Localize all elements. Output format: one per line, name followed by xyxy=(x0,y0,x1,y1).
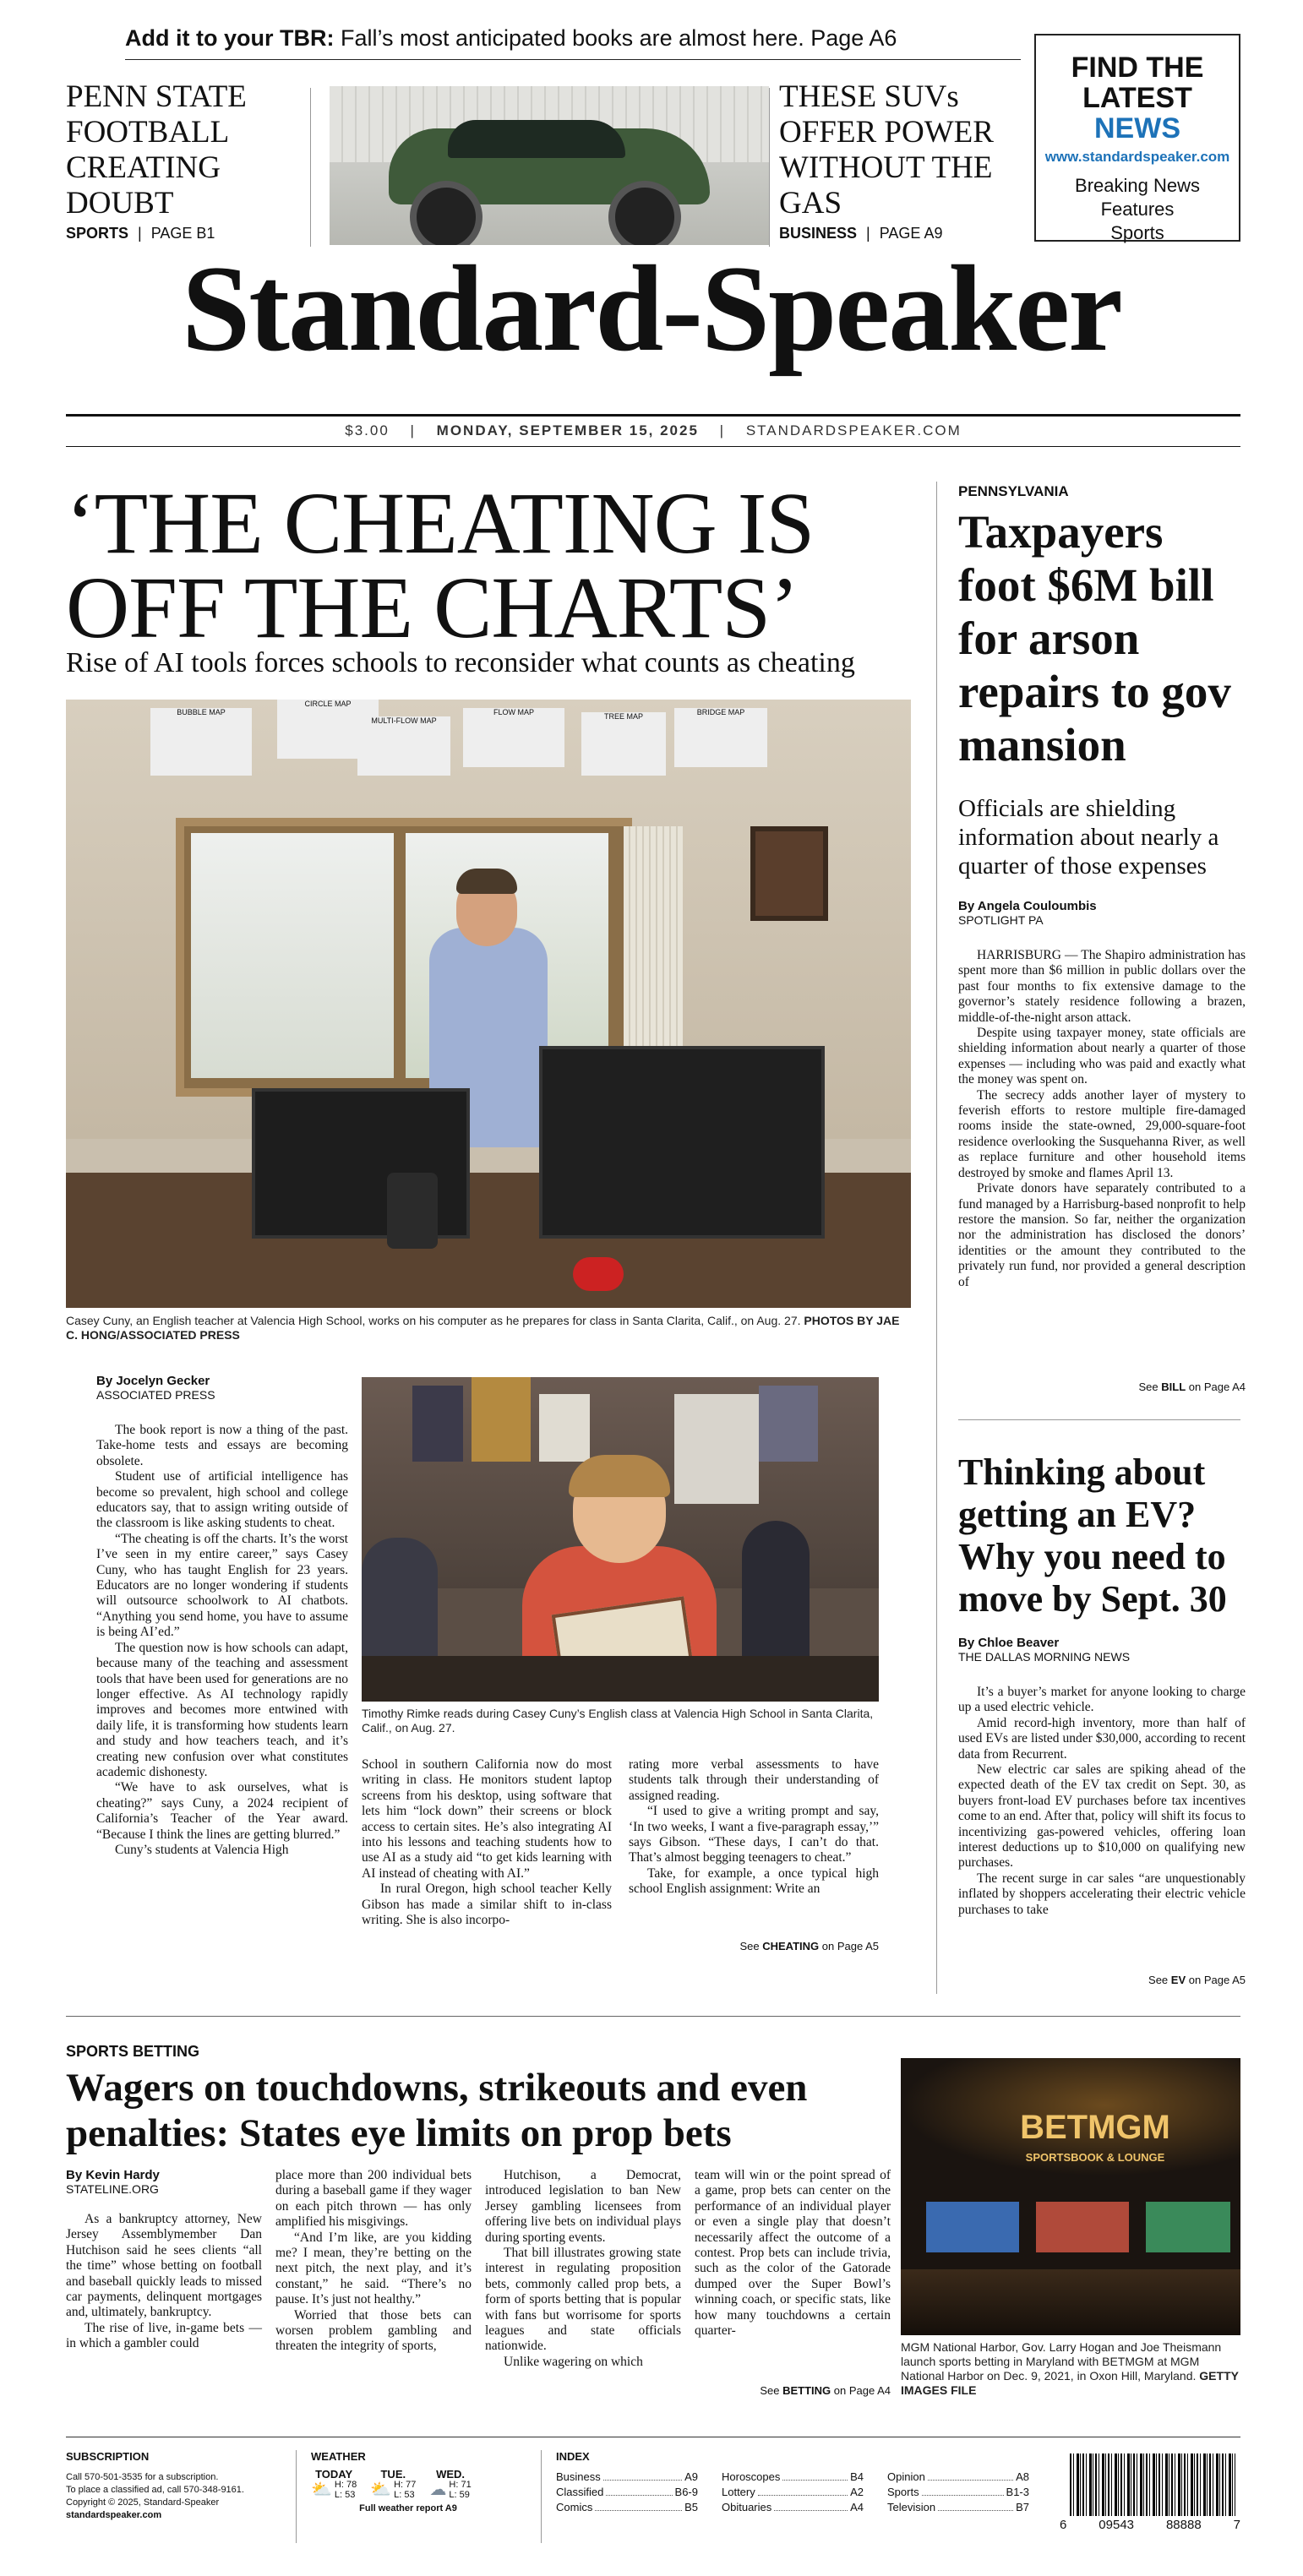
masthead-site[interactable]: STANDARDSPEAKER.COM xyxy=(745,422,962,438)
photo-poster-4: TREE MAP xyxy=(581,712,666,776)
masthead-rule-bottom xyxy=(66,446,1240,447)
promo-right-page: PAGE A9 xyxy=(879,225,943,242)
bottom-body-col4: team will win or the point spread of a game, prop bets can center on the performance of an individual player or even a single play that doesn’t necessarily affect the outcome of a contest. Prop bets can include trivia, such as the color of the Gatorade dumped over the Super Bowl’s winning coach, or specific stats, like how many touchdowns a certain quarter- xyxy=(695,2168,891,2339)
lead-byline: By Jocelyn Gecker ASSOCIATED PRESS xyxy=(96,1374,215,1402)
promo-right-section: BUSINESS xyxy=(779,225,858,242)
index-lottery[interactable]: Lottery A2 xyxy=(722,2486,864,2498)
footer-divider-1 xyxy=(296,2450,297,2543)
side1-byline: By Angela Couloumbis SPOTLIGHT PA xyxy=(958,899,1097,927)
index-television[interactable]: Television B7 xyxy=(887,2501,1029,2513)
side-stories-divider xyxy=(958,1419,1240,1420)
side1-jump[interactable]: See BILL on Page A4 xyxy=(1138,1381,1246,1393)
side1-deck: Officials are shielding information about nearly a quarter of those expenses xyxy=(958,795,1219,880)
promo-suv-photo[interactable] xyxy=(330,86,769,245)
bottom-section-divider xyxy=(66,2016,1240,2017)
side1-body: HARRISBURG — The Shapiro administration has spent more than $6 million in public dollars over the past four months to fix extensive damage to the governor’s stately residence following a brazen, middle-of-the-night arson attack. Despite using taxpayer money, state officials are shielding information about nearly a quarter of those expenses — including who was paid and exactly what the money was spent on. The secrecy adds another layer of mystery to feverish efforts to restore multiple fire-damaged rooms inside the state-owned, 29,000-square-foot residence overlooking the Susquehanna River, as well as replace furniture and other household items destroyed by smoke and flames April 13. Private donors have separately contributed to a fund managed by a Harrisburg-based nonprofit to help restore the mansion. So far, neither the organization nor the administration has disclosed the donors’ identities or the amount they contributed to the privately run fund, nor provided a general description of xyxy=(958,948,1246,1289)
lead-photo-teacher-caption: Casey Cuny, an English teacher at Valencia High School, works on his computer as he prepares for class in Santa Clarita, Calif., on Aug. 27. PHOTOS BY JAE C. HONG/ASSOCIATED PRESS xyxy=(66,1314,900,1342)
top-teaser[interactable] xyxy=(125,25,1021,52)
partly-sunny-icon: ⛅ xyxy=(370,2481,392,2499)
promo-left-headline: PENN STATE FOOTBALL CREATING DOUBT xyxy=(66,79,247,221)
bottom-byline: By Kevin Hardy STATELINE.ORG xyxy=(66,2168,160,2196)
teaser-text: Fall’s most anticipated books are almost here. Page A6 xyxy=(340,25,897,51)
teaser-rule xyxy=(125,59,1021,60)
index-opinion[interactable]: Opinion A8 xyxy=(887,2470,1029,2483)
betmgm-sign: BETMGM xyxy=(1020,2109,1170,2146)
promo-left-page: PAGE B1 xyxy=(150,225,215,242)
lead-body-col1: The book report is now a thing of the past. Take-home tests and essays are becoming obsolete. Student use of artificial intelligence has become so prevalent, high school and college educators say, that to assign writing outside of the classroom is like asking students to cheat. “The cheating is off the charts. It’s the worst I’ve seen in my entire career,” says Casey Cuny, who has taught English for 23 years. Educators are no longer wondering if students will outsource schoolwork to AI chatbots. “Anything you send home, you have to assume is being AI’ed.” The question now is how schools can adapt, because many of the teaching and assessment tools that have been used for generations are no longer effective. As AI technology rapidly improves and becomes more entwined with daily life, it is transforming how students learn and study and how teachers teach, and it’s creating new confusion over what constitutes academic dishonesty. “We have to ask ourselves, what is cheating?” says Cuny, a 2024 recipient of California’s Teacher of the Year award. “Because I think the lines are getting blurred.” Cuny’s students at Valencia High xyxy=(96,1423,348,1857)
photo-poster-1: BUBBLE MAP xyxy=(150,708,252,776)
lead-body-col3: rating more verbal assessments to have students talk through their understanding of assigned reading. “I used to give a writing prompt and say, ‘In two weeks, I want a five-paragraph essay,’” says Gibson. “These days, I can’t do that. That’s almost begging teenagers to cheat.” Take, for example, a once typical high school English assignment: Write an xyxy=(629,1757,879,1897)
promo-left-section: SPORTS xyxy=(66,225,129,242)
find-news-item-breaking[interactable]: Breaking News xyxy=(1075,175,1200,196)
masthead-rule-top xyxy=(66,414,1240,417)
photo-poster-5: BRIDGE MAP xyxy=(674,708,767,767)
index-comics[interactable]: Comics B5 xyxy=(556,2501,698,2513)
index-horoscopes[interactable]: Horoscopes B4 xyxy=(722,2470,864,2483)
index-classified[interactable]: Classified B6-9 xyxy=(556,2486,698,2498)
find-news-latest: LATEST xyxy=(1082,82,1192,114)
index-business[interactable]: Business A9 xyxy=(556,2470,698,2483)
masthead-dateline: $3.00 | MONDAY, SEPTEMBER 15, 2025 | STANDARDSPEAKER.COM xyxy=(345,422,962,438)
find-news-url[interactable]: www.standardspeaker.com xyxy=(1044,149,1230,165)
bottom-kicker: SPORTS BETTING xyxy=(66,2043,200,2060)
betmgm-photo[interactable] xyxy=(901,2058,1240,2335)
footer-weather: WEATHER TODAY ⛅ H: 78 L: 53 TUE. ⛅ H: 77 L: 53 WED. ☁ H: 71 L: 59 Full weather report A9 xyxy=(311,2450,531,2513)
footer-site-link[interactable]: standardspeaker.com xyxy=(66,2510,162,2520)
teaser-lead: Add it to your TBR: xyxy=(125,25,335,51)
weather-report-link[interactable]: Full weather report A9 xyxy=(359,2503,457,2513)
promo-divider-right xyxy=(769,88,770,247)
masthead-date: MONDAY, SEPTEMBER 15, 2025 xyxy=(436,422,699,438)
partly-sunny-icon: ⛅ xyxy=(311,2481,332,2499)
find-news-line1: FIND THE xyxy=(1071,52,1204,84)
barcode: 6 09543 88888 7 xyxy=(1060,2453,1240,2538)
promo-right[interactable]: THESE SUVs OFFER POWER WITHOUT THE GAS BUSINESS | PAGE A9 xyxy=(779,79,1033,242)
index-sports[interactable]: Sports B1-3 xyxy=(887,2486,1029,2498)
weather-today: TODAY ⛅ H: 78 L: 53 xyxy=(311,2468,357,2500)
find-news-news: NEWS xyxy=(1094,112,1180,144)
barcode-bars xyxy=(1070,2453,1235,2516)
lead-photo-credit: PHOTOS BY JAE C. HONG/ASSOCIATED PRESS xyxy=(66,1314,900,1342)
side-column-divider xyxy=(936,482,937,1994)
betmgm-sign-sub: SPORTSBOOK & LOUNGE xyxy=(1025,2151,1165,2164)
promo-right-headline: THESE SUVs OFFER POWER WITHOUT THE GAS xyxy=(779,79,994,221)
footer-subscription: SUBSCRIPTION Call 570-501-3535 for a subscription. To place a classified ad, call 570-348-9161. Copyright © 2025, Standard-Speaker standardspeaker.com xyxy=(66,2450,286,2522)
bottom-jump[interactable]: See BETTING on Page A4 xyxy=(760,2384,891,2397)
side2-jump[interactable]: See EV on Page A5 xyxy=(1148,1974,1246,1986)
find-news-item-sports[interactable]: Sports xyxy=(1110,222,1164,243)
side2-body: It’s a buyer’s market for anyone looking to charge up a used electric vehicle. Amid record-high inventory, more than half of used EVs are listed under $30,000, according to recent data from Recurrent. New electric car sales are spiking ahead of the expected death of the EV tax credit on Sept. 30, as buyers front-load EV purchases before tax incentives come to an end. After that, policy will shift its focus to incentivizing gas-powered vehicles, offering loan interest deductions up to $10,000 on qualifying new purchases. The recent surge in car sales “are unquestionably inflated by shoppers accelerating their electric vehicle purchases to take xyxy=(958,1685,1246,1917)
bottom-headline[interactable]: Wagers on touchdowns, strikeouts and even penalties: States eye limits on prop bets xyxy=(66,2066,808,2155)
masthead-price: $3.00 xyxy=(345,422,390,438)
weather-wed: WED. ☁ H: 71 L: 59 xyxy=(429,2468,472,2500)
masthead-title[interactable]: Standard-Speaker xyxy=(182,240,1121,377)
lead-photo-student-caption: Timothy Rimke reads during Casey Cuny’s English class at Valencia High School in Santa Clarita, Calif., on Aug. 27. xyxy=(362,1707,874,1735)
bottom-body-col1: As a bankruptcy attorney, New Jersey Assemblymember Dan Hutchison said he sees clients “all the time” whose betting on football and baseball quickly leads to missed car payments, delinquent mortgages and, ultimately, bankruptcy. The rise of live, in-game bets — in which a gambler could xyxy=(66,2212,262,2351)
promo-divider-left xyxy=(310,88,311,247)
footer-index: INDEX Business A9 Classified B6-9 Comics B5 Horoscopes B4 Lottery A2 Obituaries A4 Opinion A8 Sports B1-3 Television B7 xyxy=(556,2450,1029,2513)
betmgm-photo-caption: MGM National Harbor, Gov. Larry Hogan and Joe Theismann launch sports betting in Maryland with BETMGM at MGM National Harbor on Dec. 9, 2021, in Oxon Hill, Maryland. GETTY IMAGES FILE xyxy=(901,2340,1239,2397)
cloudy-icon: ☁ xyxy=(429,2481,447,2499)
bottom-body-col2: place more than 200 individual bets during a baseball game if they wager on each pitch thrown — has only amplified his misgivings. “And I’m like, are you kidding me? I mean, they’re betting on the next pitch, the next play, and it’s constant,” he said. “There’s no pause. It’s just not healthy.” Worried that those bets can worsen problem gambling and threaten the integrity of sports, xyxy=(275,2168,472,2354)
photo-poster-3: FLOW MAP xyxy=(463,708,564,767)
weather-tue: TUE. ⛅ H: 77 L: 53 xyxy=(370,2468,417,2500)
lead-jump[interactable]: See CHEATING on Page A5 xyxy=(739,1940,879,1952)
side2-headline[interactable]: Thinking about getting an EV? Why you need to move by Sept. 30 xyxy=(958,1451,1227,1620)
lead-photo-student[interactable] xyxy=(362,1377,879,1702)
find-news-item-features[interactable]: Features xyxy=(1100,199,1175,220)
lead-headline[interactable]: ‘THE CHEATING IS OFF THE CHARTS’ xyxy=(66,475,815,656)
lead-photo-teacher[interactable] xyxy=(66,700,911,1308)
lead-body-col2: School in southern California now do most writing in class. He monitors student laptop screens from his desktop, using software that lets him “lock down” their screens or block access to certain sites. He’s also integrating AI into his lessons and teaching students how to use AI as a study aid “to get kids learning with AI instead of cheating with AI.” In rural Oregon, high school teacher Kelly Gibson has made a similar shift to in-class writing. She is also incorpo- xyxy=(362,1757,612,1928)
bottom-body-col3: Hutchison, a Democrat, introduced legislation to ban New Jersey gambling licensees from offering live bets on individual plays during sporting events. That bill illustrates growing state interest in regulating proposition bets, commonly called prop bets, a form of sports betting that is popular with fans but worrisome for sports leagues and state officials nationwide. Unlike wagering on which xyxy=(485,2168,681,2369)
photo-poster-2: MULTI-FLOW MAP xyxy=(357,716,450,776)
lead-deck: Rise of AI tools forces schools to reconsider what counts as cheating xyxy=(66,647,855,678)
promo-left[interactable]: PENN STATE FOOTBALL CREATING DOUBT SPORTS | PAGE B1 xyxy=(66,79,286,242)
footer-divider-2 xyxy=(541,2450,542,2543)
side1-headline[interactable]: Taxpayers foot $6M bill for arson repairs to gov mansion xyxy=(958,506,1231,771)
side2-byline: By Chloe Beaver THE DALLAS MORNING NEWS xyxy=(958,1636,1131,1664)
find-news-box[interactable] xyxy=(1034,34,1240,242)
side1-kicker: PENNSYLVANIA xyxy=(958,483,1069,499)
index-obituaries[interactable]: Obituaries A4 xyxy=(722,2501,864,2513)
photo-poster-0: CIRCLE MAP xyxy=(277,700,379,759)
